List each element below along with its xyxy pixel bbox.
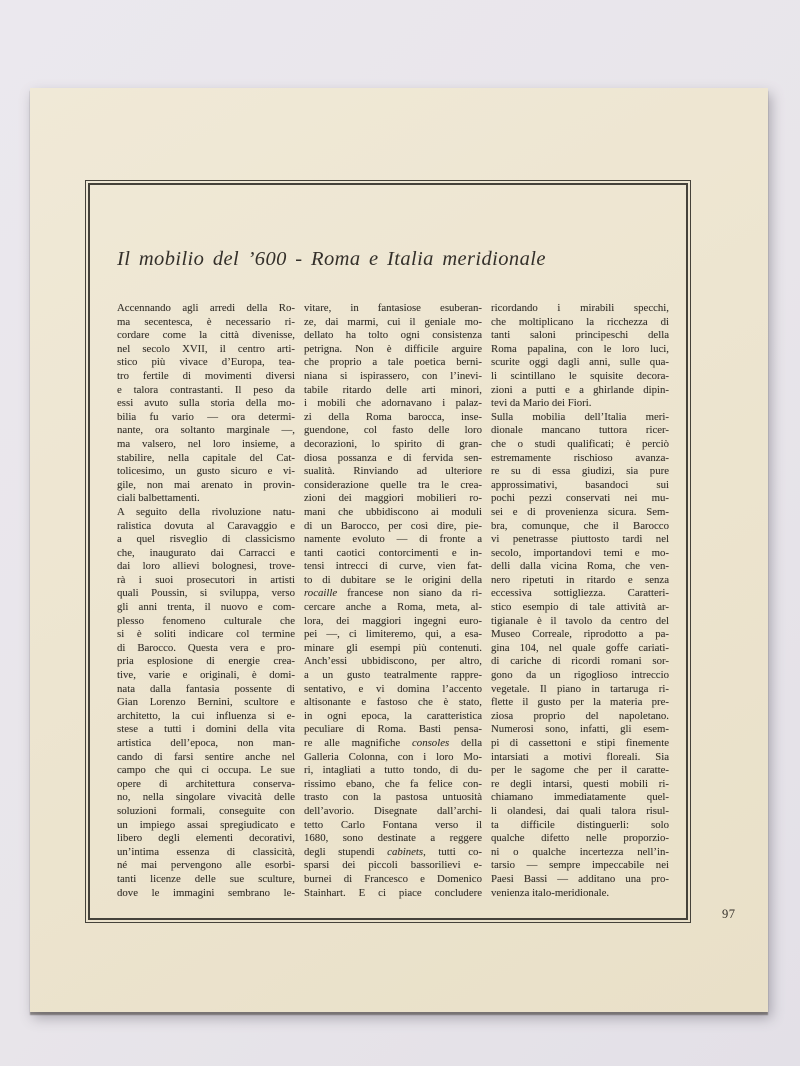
text-line: nel secolo XVII, il centro arti- bbox=[117, 342, 295, 355]
text-line: tive, varie e originali, è domi- bbox=[117, 669, 295, 682]
text-line: pria esplosione di energie crea- bbox=[117, 655, 295, 668]
text-line: ze, dai marmi, cui il geniale mo- bbox=[304, 315, 482, 328]
text-line: vi penetrasse piuttosto tardi nel bbox=[491, 533, 669, 546]
text-line: rocaille francese non siano da ri- bbox=[304, 587, 482, 600]
text-line: lora, dei maggiori ingegni euro- bbox=[304, 614, 482, 627]
text-line: nero ripetuti in ritardo e senza bbox=[491, 573, 669, 586]
text-line: ziosa proprio del napoletano. bbox=[491, 709, 669, 722]
text-line: quali Poussin, si sviluppa, verso bbox=[117, 587, 295, 600]
text-line: dai loro allievi bolognesi, trove- bbox=[117, 560, 295, 573]
text-line: a un gusto teatralmente rappre- bbox=[304, 669, 482, 682]
text-line: ma valsero, nel loro insieme, a bbox=[117, 437, 295, 450]
text-line: e talora contrastanti. Il peso da bbox=[117, 383, 295, 396]
text-line: re degli intarsi, questi mobili ri- bbox=[491, 777, 669, 790]
text-line: cando di farsi sentire anche nel bbox=[117, 750, 295, 763]
text-line: pei —, ci limiteremo, qui, a esa- bbox=[304, 628, 482, 641]
text-line: zioni dei maggiori mobilieri ro- bbox=[304, 492, 482, 505]
column-2 bbox=[304, 302, 482, 900]
text-line: ciali balbettamenti. bbox=[117, 492, 200, 505]
text-line: li olandesi, dai quali talora risul- bbox=[491, 804, 669, 817]
text-line: dove le immagini sembrano le- bbox=[117, 886, 295, 899]
text-line: guendone, col fasto delle loro bbox=[304, 424, 482, 437]
text-line: delli dalla vicina Roma, che ven- bbox=[491, 560, 669, 573]
text-line: che o studi qualificati; è perciò bbox=[491, 437, 669, 450]
text-line: per le sagome che per il caratte- bbox=[491, 764, 669, 777]
text-line: sparsi dei piccoli bassorilievi e- bbox=[304, 859, 482, 872]
text-line: scurite oggi dagli anni, sulle qua- bbox=[491, 356, 669, 369]
text-line: di cariche di ricordi romani sor- bbox=[491, 655, 669, 668]
column-1 bbox=[117, 302, 295, 900]
text-line: no, nella singolare vivacità delle bbox=[117, 791, 295, 804]
text-line: pochi pezzi conservati nei mu- bbox=[491, 492, 669, 505]
text-line: sentativo, e vi domina l’accento bbox=[304, 682, 482, 695]
text-line: altisonante e fastoso che è stato, bbox=[304, 696, 482, 709]
text-line: cordare come la città divenisse, bbox=[117, 329, 295, 342]
text-line: che moltiplicano la ricchezza di bbox=[491, 315, 669, 328]
text-line: zi della Roma barocca, inse- bbox=[304, 410, 482, 423]
text-line: vegetale. Il piano in tartaruga ri- bbox=[491, 682, 669, 695]
text-line: petrigna. Non è difficile arguire bbox=[304, 342, 482, 355]
text-line: rissimo ebano, che fa felice con- bbox=[304, 777, 482, 790]
text-line: sei e di provenienza sicura. Sem- bbox=[491, 505, 669, 518]
text-line: che proprio a tale poetica berni- bbox=[304, 356, 482, 369]
text-line: dell’avorio. Disegnate dall’archi- bbox=[304, 804, 482, 817]
text-line: si è soliti indicare col termine bbox=[117, 628, 295, 641]
text-line: diosa possanza e di fervida sen- bbox=[304, 451, 482, 464]
text-line: gono da un rigoglioso intreccio bbox=[491, 669, 669, 682]
text-line: trasto con la pastosa untuosità bbox=[304, 791, 482, 804]
text-line: re alle magnifiche consoles della bbox=[304, 737, 482, 749]
text-line: zioni a putti e a ghirlande dipin- bbox=[491, 383, 669, 396]
text-line: in ogni epoca, la caratteristica bbox=[304, 709, 482, 722]
text-line: tevi da Mario dei Fiori. bbox=[491, 397, 592, 410]
text-line: flette il gusto per la materia pre- bbox=[491, 696, 669, 709]
text-line: A seguito della rivoluzione natu- bbox=[117, 505, 295, 518]
text-line: bilia fu vario — ora determi- bbox=[117, 410, 295, 423]
text-line: Anch’essi ubbidiscono, per altro, bbox=[304, 655, 482, 668]
text-line: chiamano immediatamente quel- bbox=[491, 791, 669, 804]
text-line: estremamente rischioso avanza- bbox=[491, 451, 669, 464]
text-line: intarsiati a motivi floreali. Sia bbox=[491, 750, 669, 763]
text-line: niana si ispirassero, con l’inevi- bbox=[304, 369, 482, 382]
text-line: artistica dell’epoca, non man- bbox=[117, 737, 295, 749]
text-line: namente evoluto — di fronte a bbox=[304, 533, 482, 546]
text-line: mani che ubbidiscono ai moduli bbox=[304, 505, 482, 518]
text-line: i mobili che adornavano i palaz- bbox=[304, 397, 482, 410]
text-line: rà i suoi prosecutori in artisti bbox=[117, 573, 295, 586]
text-line: plesso fenomeno culturale che bbox=[117, 614, 295, 627]
column-3 bbox=[491, 302, 669, 900]
text-line: stico esempio di tale attività ar- bbox=[491, 601, 669, 614]
page-number: 97 bbox=[722, 907, 736, 921]
text-line: un impiego assai spregiudicato e bbox=[117, 818, 295, 831]
text-line: tigianale è il tavolo da centro del bbox=[491, 614, 669, 627]
text-line: pi di cassettoni e stipi finemente bbox=[491, 737, 669, 749]
text-line: gile, non mai arenato in provin- bbox=[117, 478, 295, 491]
text-line: tarsio — sempre impeccabile nei bbox=[491, 859, 669, 872]
text-line: gli anni trenta, il nuovo e com- bbox=[117, 601, 295, 614]
text-line: Accennando agli arredi della Ro- bbox=[117, 302, 295, 314]
text-line: ma secentesca, è necessario ri- bbox=[117, 315, 295, 328]
text-line: nante, ora soltanto marginale —, bbox=[117, 424, 295, 437]
text-line: approssimativi, basandoci sui bbox=[491, 478, 669, 491]
text-line: nata dalla fantasia possente di bbox=[117, 682, 295, 695]
text-line: Sulla mobilia dell’Italia meri- bbox=[491, 410, 669, 423]
text-line: ni o qualche incertezza nell’in- bbox=[491, 845, 669, 858]
text-line: tabile ritardo delle arti minori, bbox=[304, 383, 482, 396]
text-line: che, inaugurato dai Carracci e bbox=[117, 546, 295, 559]
text-line: soluzioni formali, conseguite con bbox=[117, 804, 295, 817]
text-line: architetto, la cui influenza si e- bbox=[117, 709, 295, 722]
text-line: burnei di Francesco e Domenico bbox=[304, 872, 482, 885]
text-line: to di dubitare se le origini della bbox=[304, 573, 482, 586]
text-line: tanti saloni principeschi della bbox=[491, 329, 669, 342]
text-line: ta difficile distinguerli: solo bbox=[491, 818, 669, 831]
text-line: libero degli elementi decorativi, bbox=[117, 832, 295, 845]
text-line: minare gli esempi più contenuti. bbox=[304, 641, 482, 654]
text-line: Gian Lorenzo Bernini, scultore e bbox=[117, 696, 295, 709]
text-line: Paesi Bassi — additano una pro- bbox=[491, 872, 669, 885]
text-line: di Barocco. Questa vera e pro- bbox=[117, 641, 295, 654]
text-line: un’intima essenza di classicità, bbox=[117, 845, 295, 858]
text-line: Roma papalina, con le loro luci, bbox=[491, 342, 669, 355]
text-line: 1680, sono destinate a reggere bbox=[304, 832, 482, 845]
text-line: stese a tutti i domini della vita bbox=[117, 723, 295, 736]
text-line: di un Barocco, per così dire, pie- bbox=[304, 519, 482, 532]
text-line: sualità. Rinviando ad ulteriore bbox=[304, 465, 482, 478]
text-line: tensi intrecci di curve, vien fat- bbox=[304, 560, 482, 573]
text-line: opere di architettura conserva- bbox=[117, 777, 295, 790]
text-line: a quel risveglio di classicismo bbox=[117, 533, 295, 546]
text-line: stico più vivace d’Europa, tea- bbox=[117, 356, 295, 369]
text-line: essi avuto sulla storia della mo- bbox=[117, 397, 295, 410]
text-line: dionale mancano tuttora ricer- bbox=[491, 424, 669, 437]
text-line: tolicesimo, un gusto sicuro e vi- bbox=[117, 465, 295, 478]
text-line: venienza italo-meridionale. bbox=[491, 886, 610, 899]
text-columns bbox=[117, 302, 669, 900]
text-line: tetto Carlo Fontana verso il bbox=[304, 818, 482, 831]
text-line: degli stupendi cabinets, tutti co- bbox=[304, 845, 482, 858]
text-line: ralistica dovuta al Caravaggio e bbox=[117, 519, 295, 532]
text-line: Museo Correale, riprodotto a pa- bbox=[491, 628, 669, 641]
text-line: secolo, importandovi temi e mo- bbox=[491, 546, 669, 559]
text-line: campo che qui ci occupa. Le sue bbox=[117, 764, 295, 777]
text-line: né mai pervengono alle esorbi- bbox=[117, 859, 295, 872]
text-line: ricordando i mirabili specchi, bbox=[491, 302, 669, 314]
text-line: tanti licenze delle sue sculture, bbox=[117, 872, 295, 885]
text-line: stabilire, nella capitale del Cat- bbox=[117, 451, 295, 464]
text-line: qualche difetto nelle proporzio- bbox=[491, 832, 669, 845]
text-line: eccessiva sottigliezza. Caratteri- bbox=[491, 587, 669, 600]
text-line: ri, intagliati a tutto tondo, di du- bbox=[304, 764, 482, 777]
text-line: dellato ha tolto ogni consistenza bbox=[304, 329, 482, 342]
text-line: tanti caotici contorcimenti e in- bbox=[304, 546, 482, 559]
paper bbox=[30, 88, 768, 1012]
text-line: peculiare di Roma. Basti pensa- bbox=[304, 723, 482, 736]
text-line: Numerosi sono, infatti, gli esem- bbox=[491, 723, 669, 736]
text-line: decorazioni, lo spirito di gran- bbox=[304, 437, 482, 450]
text-line: considerazione quelle tra le crea- bbox=[304, 478, 482, 491]
page-title: Il mobilio del ’600 - Roma e Italia meridionale bbox=[117, 248, 546, 270]
text-line: Stainhart. E ci piace concludere bbox=[304, 886, 482, 899]
text-line: gina 104, nel quale goffe cariati- bbox=[491, 641, 669, 654]
text-line: re su di essa giudizi, sia pure bbox=[491, 465, 669, 478]
text-line: vitare, in fantasiose esuberan- bbox=[304, 302, 482, 314]
text-line: bra, comunque, che il Barocco bbox=[491, 519, 669, 532]
text-line: Galleria Colonna, con i loro Mo- bbox=[304, 750, 482, 763]
text-line: li scintillano le squisite decora- bbox=[491, 369, 669, 382]
text-line: cercare anche a Roma, meta, al- bbox=[304, 601, 482, 614]
text-line: tro fertile di movimenti diversi bbox=[117, 369, 295, 382]
